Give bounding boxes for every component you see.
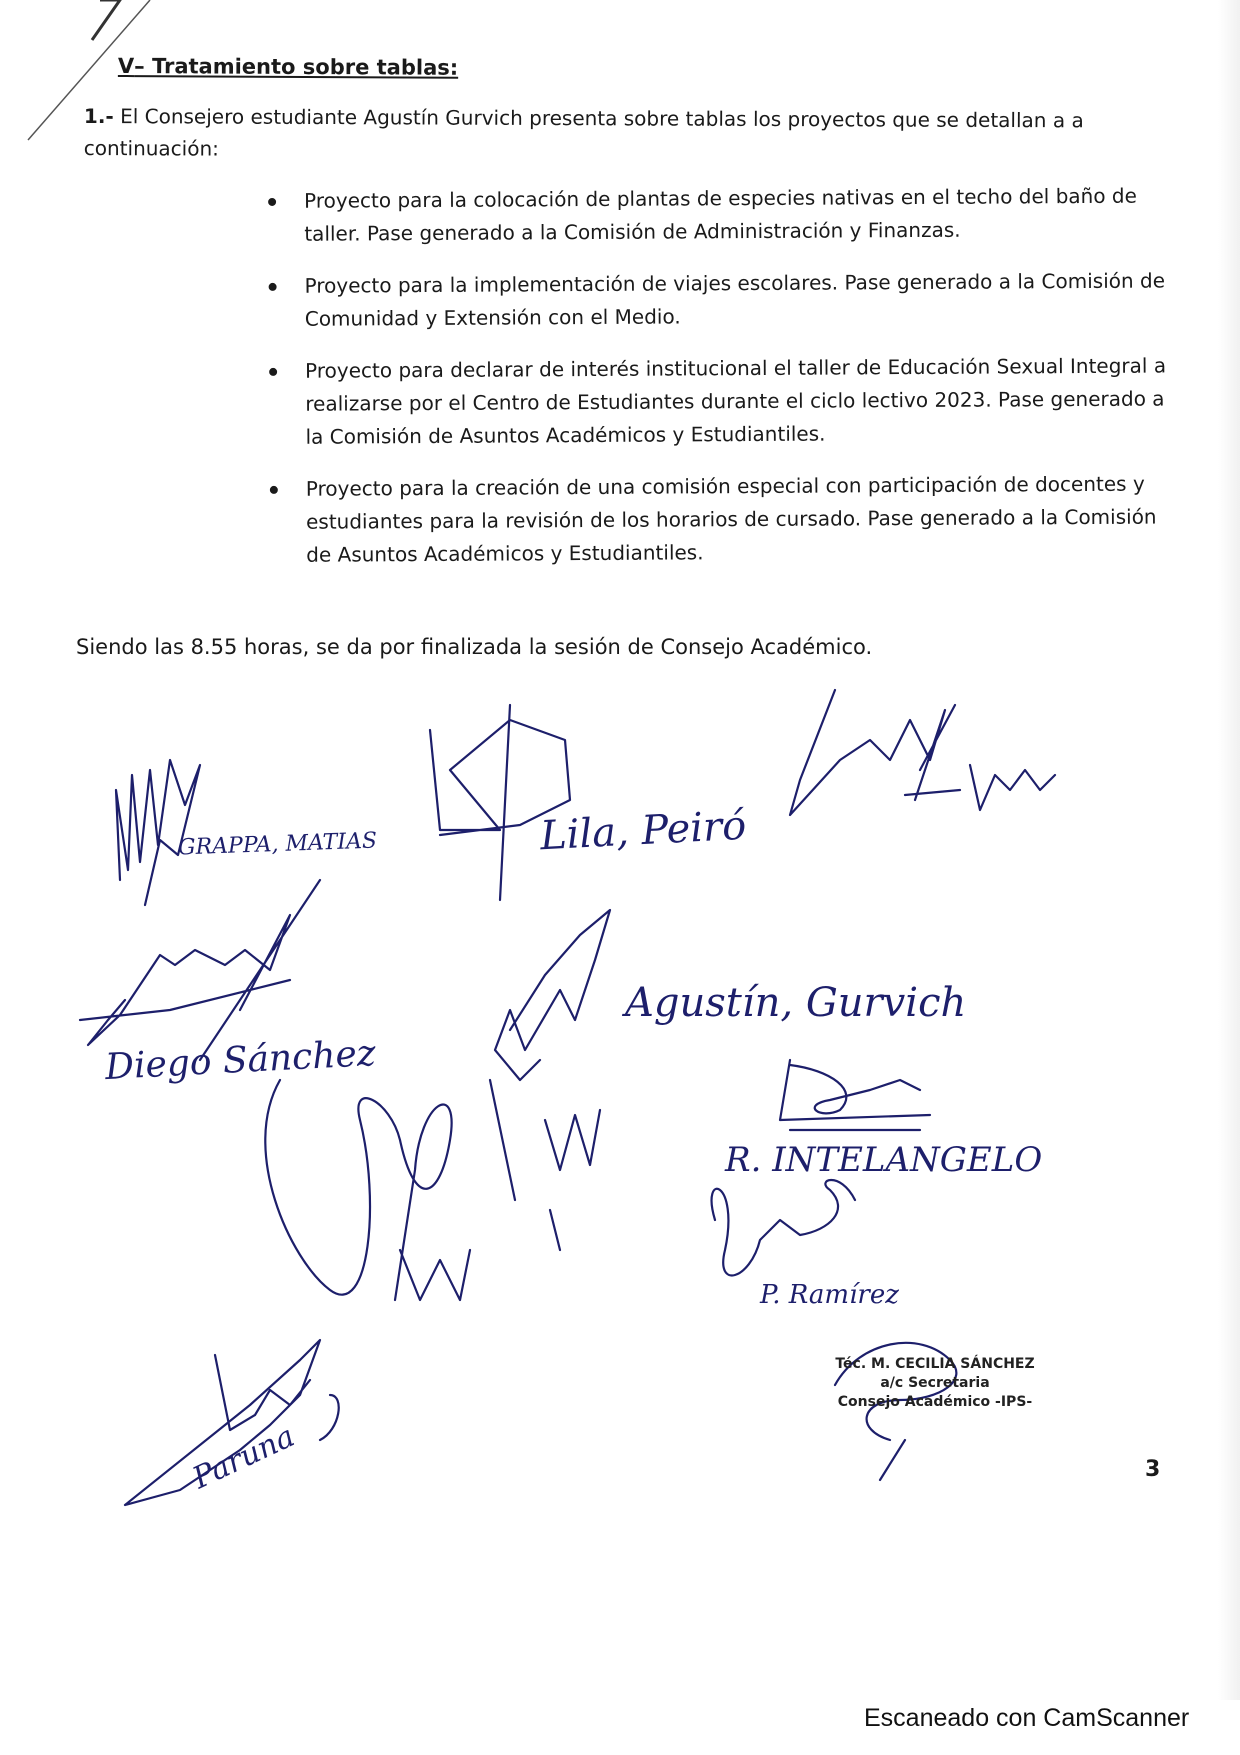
project-text: Proyecto para la creación de una comisión especial con participación de docentes y estudiantes para la revisión de los horarios de cursado. Pase generado a la Comisión de Asuntos Académicos y Estudiantiles.: [305, 471, 1157, 567]
stamp-line: Téc. M. CECILIA SÁNCHEZ: [835, 1356, 1035, 1372]
project-text: Proyecto para la implementación de viajes escolares. Pase generado a la Comisión de Comunidad y Extensión con el Medio.: [304, 268, 1166, 331]
section-heading-text: – Tratamiento sobre tablas:: [134, 54, 459, 80]
signature-name: Paruna: [187, 1418, 300, 1497]
signature-name: P. Ramírez: [760, 1280, 899, 1310]
signature-name: Agustín, Gurvich: [625, 980, 967, 1026]
signature-name: Lila, Peiró: [538, 802, 748, 860]
project-text: Proyecto para declarar de interés institucional el taller de Educación Sexual Integral a realizarse por el Centro de Estudiantes durante el ciclo lectivo 2023. Pase generado a la Comisión de Asuntos Académicos y Estudiantiles.: [305, 353, 1167, 449]
page-number: 3: [1145, 1457, 1161, 1482]
item-text: El Consejero estudiante Agustín Gurvich presenta sobre tablas los proyectos que se detallan a a continuación:: [83, 104, 1084, 161]
item-number: 1.-: [83, 103, 114, 129]
stamp-line: Consejo Académico -IPS-: [837, 1394, 1033, 1410]
scanner-watermark: Escaneado con CamScanner: [864, 1704, 1190, 1732]
signature-name: GRAPPA, MATIAS: [177, 828, 378, 861]
secretary-stamp: [820, 1355, 1050, 1412]
stamp-line: a/c Secretaria: [880, 1375, 990, 1391]
section-number: V: [117, 54, 135, 79]
signature-name: R. INTELANGELO: [725, 1140, 1043, 1180]
closing-statement: Siendo las 8.55 horas, se da por finalizada la sesión de Consejo Académico.: [76, 635, 873, 659]
project-text: Proyecto para la colocación de plantas de especies nativas en el techo del baño de taller. Pase generado a la Comisión de Administración y Finanzas.: [304, 183, 1137, 246]
signature-name: Diego Sánchez: [104, 1032, 377, 1089]
